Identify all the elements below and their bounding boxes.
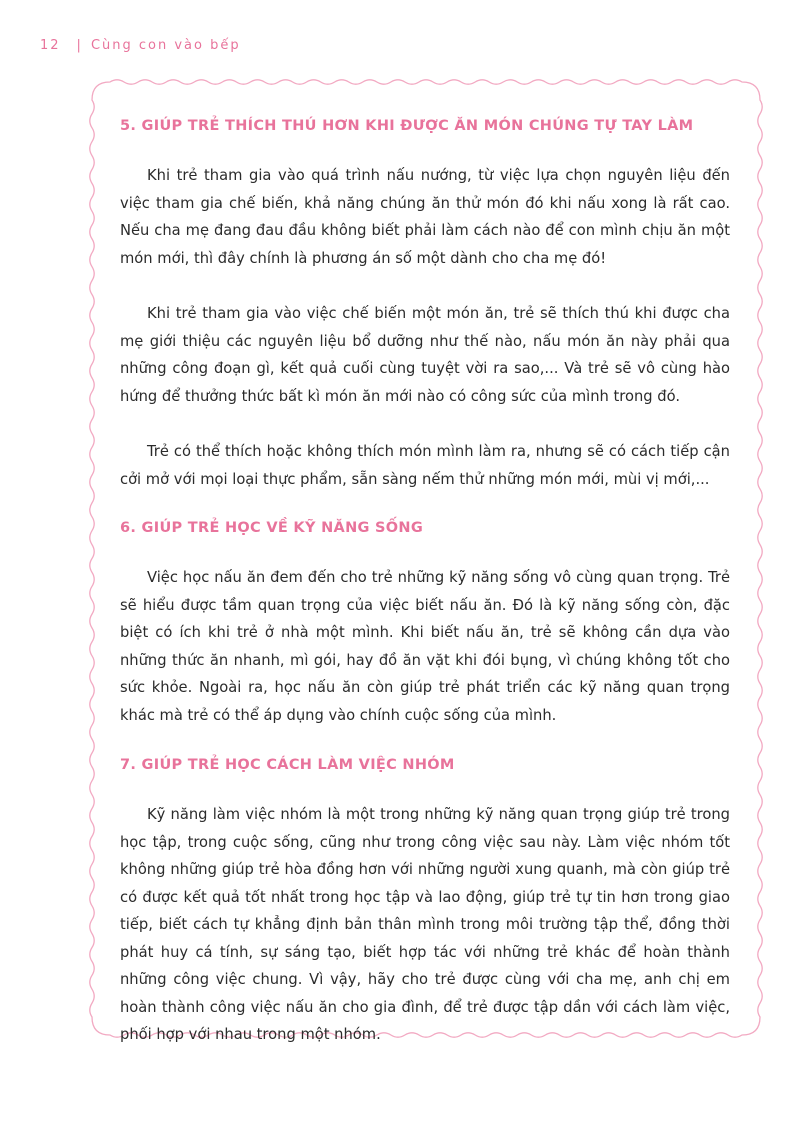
section-heading-5: 5. GIÚP TRẺ THÍCH THÚ HƠN KHI ĐƯỢC ĂN MÓN CHÚNG TỰ TAY LÀM [120, 118, 694, 134]
section-5-paragraph-1: Khi trẻ tham gia vào quá trình nấu nướng, từ việc lựa chọn nguyên liệu đến việc tham gia chế biến, khả năng chúng ăn thử món đó khi nấu xong là rất cao. Nếu cha mẹ đang đau đầu không biết phải làm cách nào để con mình chịu ăn một món mới, thì đây chính là phương án số một dành cho cha mẹ đó! [120, 167, 730, 267]
section-heading-6: 6. GIÚP TRẺ HỌC VỀ KỸ NĂNG SỐNG [120, 520, 424, 536]
page-content [120, 118, 730, 1049]
section-5-paragraph-3: Trẻ có thể thích hoặc không thích món mình làm ra, nhưng sẽ có cách tiếp cận cởi mở với mọi loại thực phẩm, sẵn sàng nếm thử những món mới, mùi vị mới,... [120, 443, 730, 488]
book-title: Cùng con vào bếp [90, 38, 241, 53]
section-6-paragraph-1: Việc học nấu ăn đem đến cho trẻ những kỹ năng sống vô cùng quan trọng. Trẻ sẽ hiểu được tầm quan trọng của việc biết nấu ăn. Đó là kỹ năng sống còn, đặc biệt có ích khi trẻ ở nhà một mình. Khi biết nấu ăn, trẻ sẽ không cần dựa vào những thức ăn nhanh, mì gói, hay đồ ăn vặt khi đói bụng, vì chúng không tốt cho sức khỏe. Ngoài ra, học nấu ăn còn giúp trẻ phát triển các kỹ năng quan trọng khác mà trẻ có thể áp dụng vào chính cuộc sống của mình. [120, 569, 730, 724]
running-header [40, 38, 241, 53]
section-heading-7: 7. GIÚP TRẺ HỌC CÁCH LÀM VIỆC NHÓM [120, 757, 455, 773]
section-5-paragraph-2: Khi trẻ tham gia vào việc chế biến một món ăn, trẻ sẽ thích thú khi được cha mẹ giới thiệu các nguyên liệu bổ dưỡng như thế nào, nấu món ăn này phải qua những công đoạn gì, kết quả cuối cùng tuyệt vời ra sao,... Và trẻ sẽ vô cùng hào hứng để thưởng thức bất kì món ăn mới nào có công sức của mình trong đó. [120, 305, 730, 405]
page-number: 12 [40, 38, 61, 53]
header-separator: | [76, 38, 83, 53]
section-7-paragraph-1: Kỹ năng làm việc nhóm là một trong những kỹ năng quan trọng giúp trẻ trong học tập, trong cuộc sống, cũng như trong công việc sau này. Làm việc nhóm tốt không những giúp trẻ hòa đồng hơn với những người xung quanh, mà còn giúp trẻ có được kết quả tốt nhất trong học tập và lao động, giúp trẻ tự tin hơn trong giao tiếp, biết cách tự khẳng định bản thân mình trong môi trường tập thể, đồng thời phát huy cá tính, sự sáng tạo, biết hợp tác với những trẻ khác để hoàn thành những công việc chung. Vì vậy, hãy cho trẻ được cùng với cha mẹ, anh chị em hoàn thành công việc nấu ăn cho gia đình, để trẻ được tập dần với cách làm việc, phối hợp với nhau trong một nhóm. [120, 806, 730, 1043]
